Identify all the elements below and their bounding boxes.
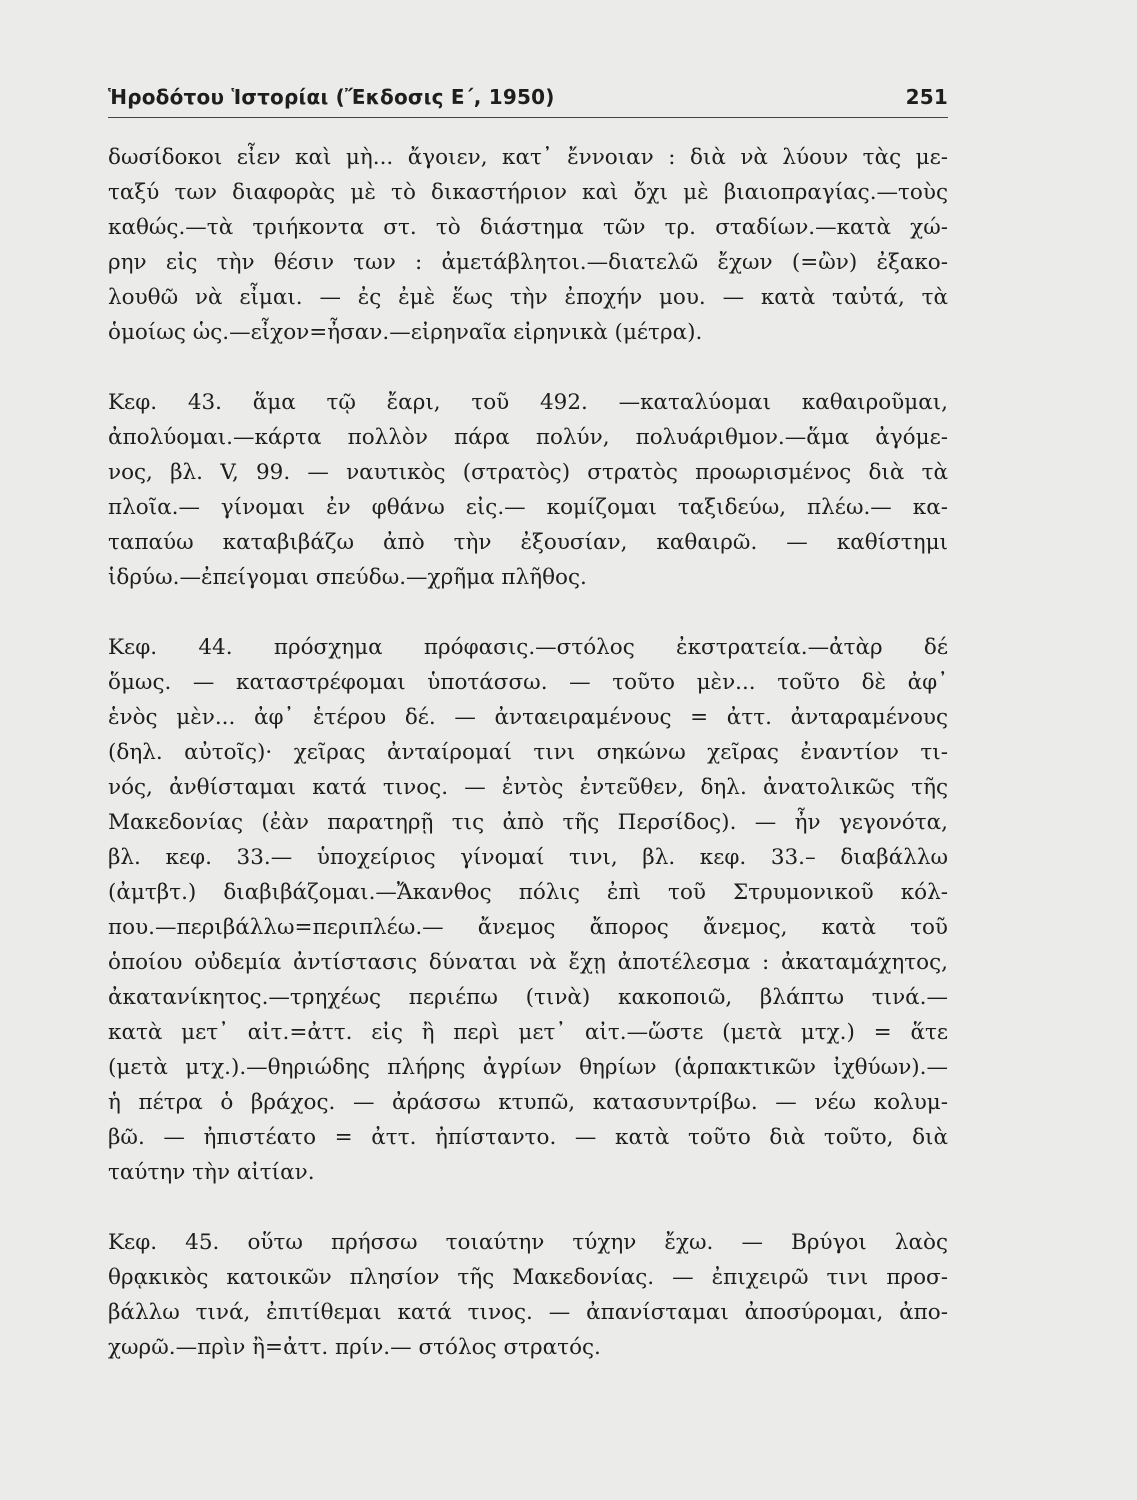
text-line: βῶ. — ἠπιστέατο = ἀττ. ἠπίσταντο. — κατὰ τοῦτο διὰ τοῦτο, διὰ (108, 1125, 948, 1150)
paragraph-chapter-45 (108, 1225, 948, 1365)
text-line: ὁμοίως ὡς.—εἶχον=ἦσαν.—εἰρηναῖα εἰρηνικὰ (μέτρα). (108, 320, 703, 345)
text-line: που.—περιβάλλω=περιπλέω.— ἄνεμος ἄπορος ἄνεμος, κατὰ τοῦ (108, 915, 948, 940)
text-line: ταύτην τὴν αἰτίαν. (108, 1160, 315, 1185)
text-line: ταπαύω καταβιβάζω ἀπὸ τὴν ἐξουσίαν, καθαιρῶ. — καθίστημι (108, 530, 948, 555)
text-line: (ἀμτβτ.) διαβιβάζομαι.—Ἄκανθος πόλις ἐπὶ τοῦ Στρυμονικοῦ κόλ- (108, 880, 948, 905)
text-line: ἱδρύω.—ἐπείγομαι σπεύδω.—χρῆμα πλῆθος. (108, 565, 587, 590)
text-line: κατὰ μετ᾽ αἰτ.=ἀττ. εἰς ἢ περὶ μετ᾽ αἰτ.—ὥστε (μετὰ μτχ.) = ἅτε (108, 1020, 948, 1045)
text-line: ἡ πέτρα ὁ βράχος. — ἀράσσω κτυπῶ, κατασυντρίβω. — νέω κολυμ- (108, 1090, 948, 1115)
text-line: βάλλω τινά, ἐπιτίθεμαι κατά τινος. — ἀπανίσταμαι ἀποσύρομαι, ἀπο- (108, 1300, 948, 1325)
text-line: (μετὰ μτχ.).—θηριώδης πλήρης ἀγρίων θηρίων (ἁρπακτικῶν ἰχθύων).— (108, 1055, 948, 1080)
text-line: ἑνὸς μὲν... ἀφ᾽ ἑτέρου δέ. — ἀνταειραμένους = ἀττ. ἀνταραμένους (108, 705, 948, 730)
text-line: καθώς.—τὰ τριήκοντα στ. τὸ διάστημα τῶν τρ. σταδίων.—κατὰ χώ- (108, 215, 948, 240)
paragraph-chapter-44 (108, 630, 948, 1190)
text-line: Μακεδονίας (ἐὰν παρατηρῇ τις ἀπὸ τῆς Περσίδος). — ἦν γεγονότα, (108, 810, 948, 835)
text-line: Κεφ. 43. ἅμα τῷ ἔαρι, τοῦ 492. —καταλύομαι καθαιροῦμαι, (108, 390, 948, 415)
text-line: νός, ἀνθίσταμαι κατά τινος. — ἐντὸς ἐντεῦθεν, δηλ. ἀνατολικῶς τῆς (108, 775, 948, 800)
text-line: Κεφ. 45. οὕτω πρήσσω τοιαύτην τύχην ἔχω. — Βρύγοι λαὸς (108, 1230, 948, 1255)
text-line: λουθῶ νὰ εἶμαι. — ἐς ἐμὲ ἕως τὴν ἐποχήν μου. — κατὰ ταὐτά, τὰ (108, 285, 948, 310)
text-line: δωσίδοκοι εἶεν καὶ μὴ... ἄγοιεν, κατ᾽ ἔννοιαν : διὰ νὰ λύουν τὰς με- (108, 145, 948, 170)
text-line: πλοῖα.— γίνομαι ἐν φθάνω εἰς.— κομίζομαι ταξιδεύω, πλέω.— κα- (108, 495, 948, 520)
text-line: ὅμως. — καταστρέφομαι ὑποτάσσω. — τοῦτο μὲν... τοῦτο δὲ ἀφ᾽ (108, 670, 948, 695)
text-line: ρην εἰς τὴν θέσιν των : ἀμετάβλητοι.—διατελῶ ἔχων (=ὢν) ἐξακο- (108, 250, 948, 275)
text-line: χωρῶ.—πρὶν ἢ=ἀττ. πρίν.— στόλος στρατός. (108, 1335, 601, 1360)
text-line: νος, βλ. V, 99. — ναυτικὸς (στρατὸς) στρατὸς προωρισμένος διὰ τὰ (108, 460, 948, 485)
text-line: ταξύ των διαφορὰς μὲ τὸ δικαστήριον καὶ ὄχι μὲ βιαιοπραγίας.—τοὺς (108, 180, 948, 205)
page-body (108, 140, 948, 1365)
header-rule (108, 117, 948, 118)
text-line: θρᾳκικὸς κατοικῶν πλησίον τῆς Μακεδονίας. — ἐπιχειρῶ τινι προσ- (108, 1265, 948, 1290)
text-line: βλ. κεφ. 33.— ὑποχείριος γίνομαί τινι, βλ. κεφ. 33.– διαβάλλω (108, 845, 948, 870)
text-line: Κεφ. 44. πρόσχημα πρόφασις.—στόλος ἐκστρατεία.—ἀτὰρ δέ (108, 635, 948, 660)
text-line: ἀπολύομαι.—κάρτα πολλὸν πάρα πολύν, πολυάριθμον.—ἅμα ἀγόμε- (108, 425, 948, 450)
running-header (108, 85, 948, 109)
page-number: 251 (905, 85, 948, 109)
paragraph-commentary-cont (108, 140, 948, 350)
paragraph-chapter-43 (108, 385, 948, 595)
text-line: ὁποίου οὐδεμία ἀντίστασις δύναται νὰ ἔχῃ ἀποτέλεσμα : ἀκαταμάχητος, (108, 950, 948, 975)
text-line: ἀκατανίκητος.—τρηχέως περιέπω (τινὰ) κακοποιῶ, βλάπτω τινά.— (108, 985, 948, 1010)
text-line: (δηλ. αὐτοῖς)· χεῖρας ἀνταίρομαί τινι σηκώνω χεῖρας ἐναντίον τι- (108, 740, 948, 765)
running-title: Ἡροδότου Ἱστορίαι (Ἔκδοσις Ε΄, 1950) (108, 85, 555, 109)
